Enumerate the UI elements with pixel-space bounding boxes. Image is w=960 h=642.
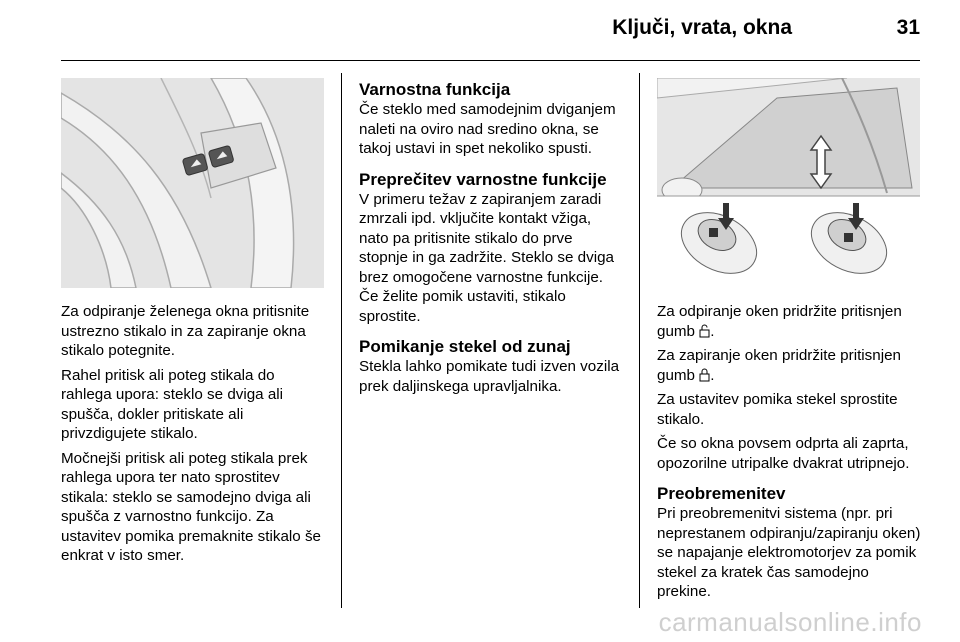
window-switch-figure (61, 78, 324, 288)
remote-key-figure (657, 78, 920, 288)
paragraph: Za ustavitev pomika stekel sprostite stikalo. (657, 391, 898, 428)
section-heading: Varnostna funkcija (359, 80, 511, 99)
paragraph: Za odpiranje želenega okna pritisnite ustrezno stikalo in za zapiranje okna stikalo potegnite. (61, 303, 310, 359)
section-text: Stekla lahko pomikate tudi izven vozila prek daljinskega upravljalnika. (359, 358, 620, 395)
column-2 (359, 80, 624, 407)
section-text: Pri preobremenitvi sistema (npr. pri neprestanem odpiranju/zapiranju oken) se napajanje elektromotorjev za pomik stekel za kratek čas samodejno prekine. (657, 505, 921, 600)
window-switch-illustration (61, 78, 324, 288)
period: . (710, 366, 715, 384)
section-override (359, 170, 624, 327)
section-safety (359, 80, 624, 159)
header-divider (61, 60, 920, 61)
paragraph-open (657, 302, 922, 341)
header-title: Ključi, vrata, okna (612, 16, 792, 39)
remote-key-illustration (657, 78, 920, 288)
column-divider-1 (341, 73, 342, 608)
period: . (710, 322, 715, 340)
padlock-open-icon (699, 324, 710, 338)
section-text: V primeru težav z zapiranjem zaradi zmrzali ipd. vključite kontakt vžiga, nato pa pritisnite stikalo do prve stopnje in ga zadržite. Steklo se dviga brez omogočene varnostne funkcije. Če želite pomik ustaviti, stikalo sprostite. (359, 190, 614, 325)
paragraph-close (657, 346, 922, 385)
paragraph: Rahel pritisk ali poteg stikala do rahlega upora: steklo se dviga ali spušča, dokler pritiskate ali privzdigujete stikalo. (61, 366, 284, 442)
padlock-closed-icon (699, 368, 710, 382)
section-heading: Preprečitev varnostne funkcije (359, 169, 607, 189)
paragraph: Če so okna povsem odprta ali zaprta, opozorilne utripalke dvakrat utripnejo. (657, 435, 910, 472)
section-text: Če steklo med samodejnim dviganjem naleti na oviro nad sredino okna, se takoj ustavi in spet nekoliko spusti. (359, 101, 616, 157)
paragraph: Močnejši pritisk ali poteg stikala prek rahlega upora ter nato sprostitev stikala: steklo se samodejno dviga ali spušča z varnostno funkcijo. Za ustavitev pomika premaknite stikalo še enkrat v isto smer. (61, 449, 321, 564)
section-remote (359, 337, 624, 396)
page-number: 31 (896, 16, 920, 39)
section-heading: Pomikanje stekel od zunaj (359, 337, 571, 356)
section-heading: Preobremenitev (657, 484, 786, 503)
close-text: Za zapiranje oken pridržite pritisnjen gumb (657, 347, 901, 384)
watermark: carmanualsonline.info (658, 607, 922, 637)
column-divider-2 (639, 73, 640, 608)
open-text: Za odpiranje oken pridržite pritisnjen gumb (657, 303, 902, 340)
